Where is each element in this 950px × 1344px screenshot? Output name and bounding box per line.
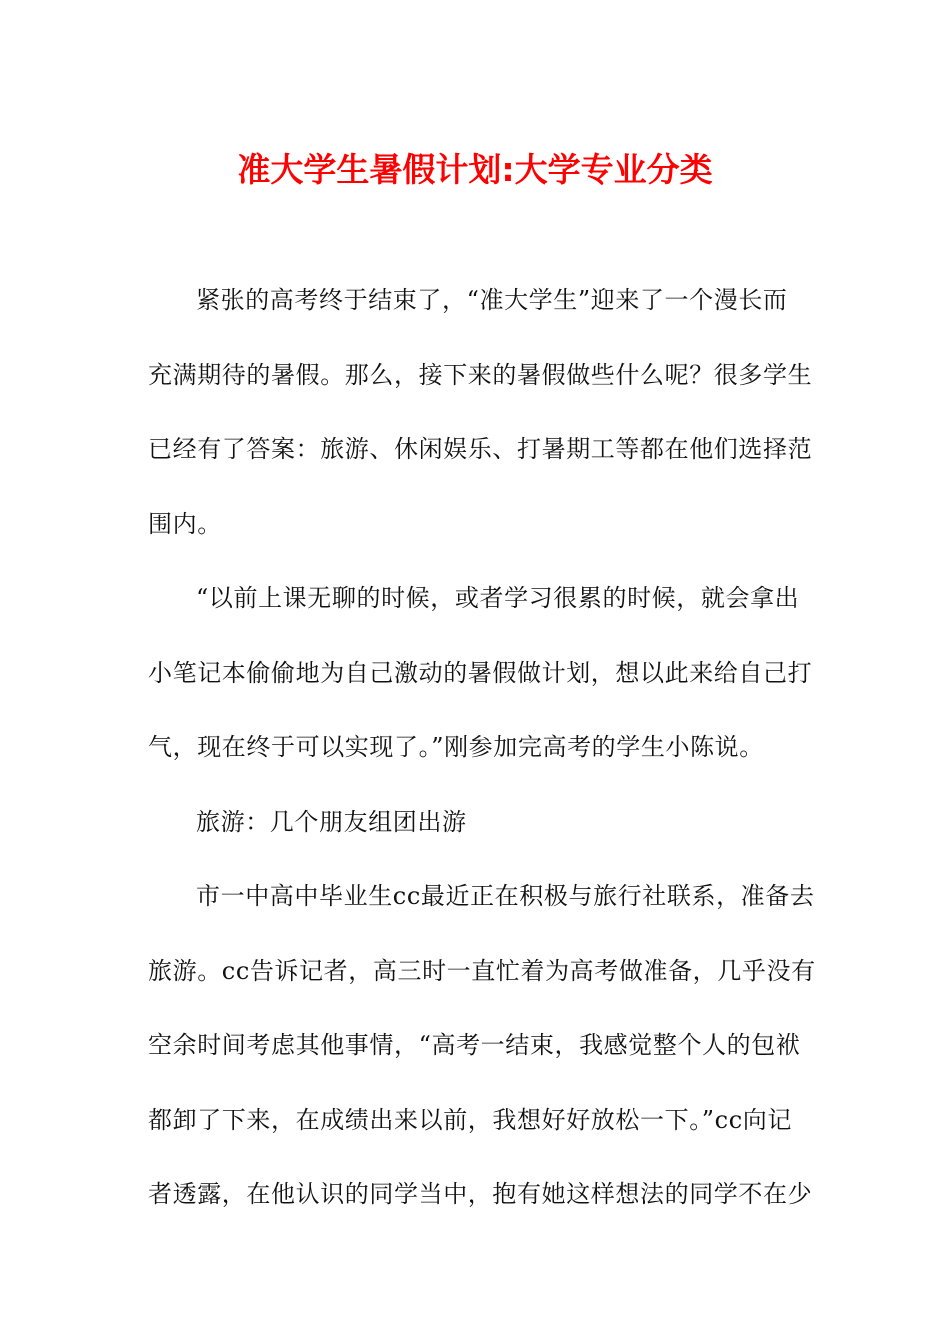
- document-title: 准大学生暑假计划:大学专业分类: [237, 150, 713, 189]
- text-line: 已经有了答案：旅游、休闲娱乐、打暑期工等都在他们选择范: [148, 435, 813, 463]
- text-line: 者透露，在他认识的同学当中，抱有她这样想法的同学不在少: [148, 1180, 813, 1208]
- text-line: 气，现在终于可以实现了。”刚参加完高考的学生小陈说。: [148, 733, 764, 761]
- document-body: [148, 263, 816, 1232]
- text-line: 紧张的高考终于结束了，“准大学生”迎来了一个漫长而: [196, 286, 788, 314]
- text-line: 围内。: [148, 509, 222, 538]
- text-line: “以前上课无聊的时候，或者学习很累的时候，就会拿出: [196, 584, 800, 612]
- text-line: 都卸了下来，在成绩出来以前，我想好好放松一下。”cc向记: [148, 1105, 792, 1134]
- text-line: 旅游：几个朋友组团出游: [196, 807, 467, 836]
- paragraph-1: [148, 263, 813, 561]
- text-line: 空余时间考虑其他事情，“高考一结束，我感觉整个人的包袱: [148, 1031, 801, 1059]
- section-heading: [148, 785, 808, 860]
- text-line: 小笔记本偷偷地为自己激动的暑假做计划，想以此来给自己打: [148, 658, 813, 687]
- text-line: 旅游。cc告诉记者，高三时一直忙着为高考做准备，几乎没有: [148, 956, 816, 985]
- text-line: 市一中高中毕业生cc最近正在积极与旅行社联系，准备去: [196, 882, 815, 910]
- paragraph-4: [148, 859, 816, 1232]
- paragraph-2: [148, 561, 813, 785]
- text-line: 充满期待的暑假。那么，接下来的暑假做些什么呢？很多学生: [148, 360, 813, 389]
